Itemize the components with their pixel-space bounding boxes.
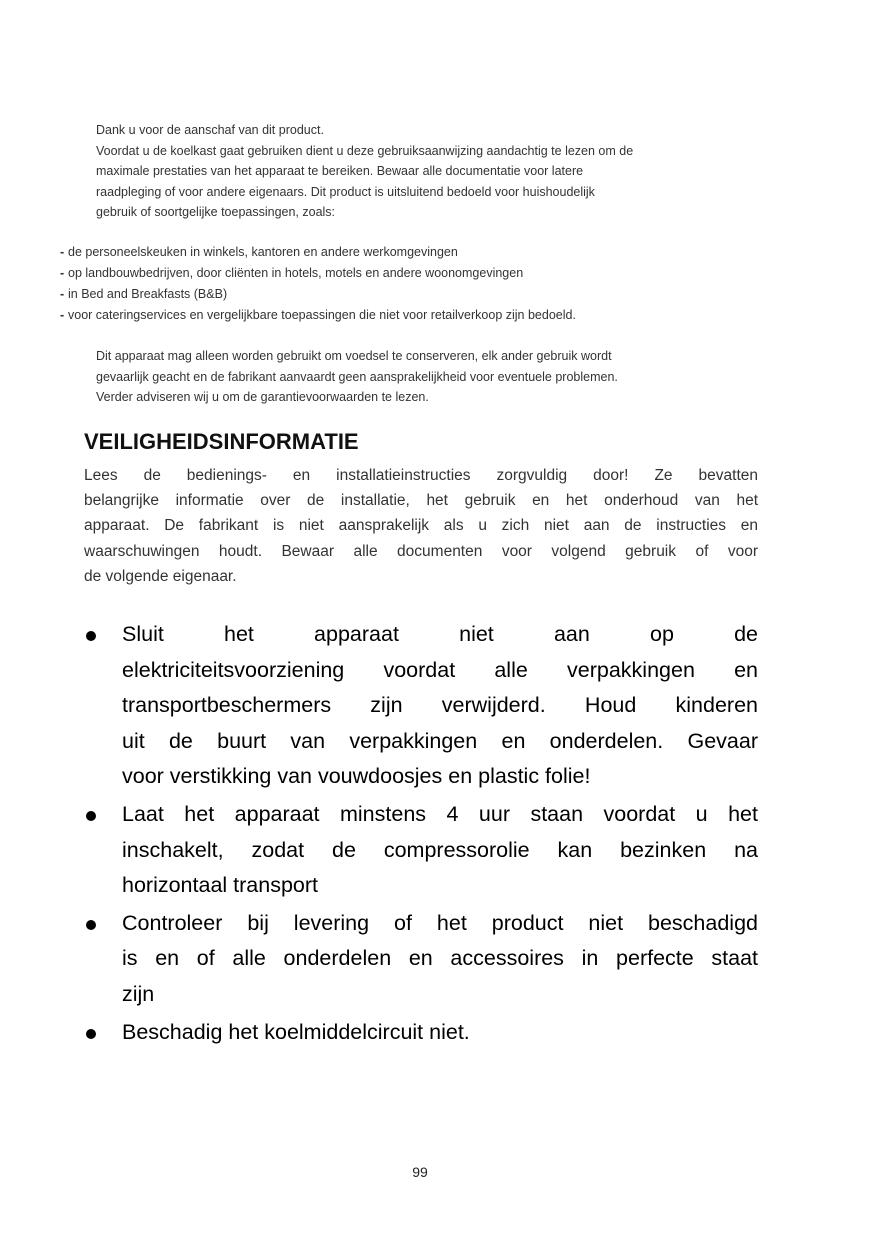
bullet-line: elektriciteitsvoorziening voordat alle verpakkingen en (122, 657, 758, 682)
bullet-line: horizontaal transport (122, 873, 318, 898)
safety-line: belangrijke informatie over de installatie, het gebruik en het onderhoud van het (84, 492, 758, 510)
list-item-text: op landbouwbedrijven, door cliënten in hotels, motels en andere woonomgevingen (68, 266, 524, 280)
list-item (60, 284, 576, 305)
intro-line: maximale prestaties van het apparaat te bereiken. Bewaar alle documentatie voor latere (96, 164, 584, 179)
usage-line: gevaarlijk geacht en de fabrikant aanvaardt geen aansprakelijkheid voor eventuele problemen. (96, 369, 618, 384)
bullet-icon (86, 1029, 96, 1039)
usage-line: Dit apparaat mag alleen worden gebruikt om voedsel te conserveren, elk ander gebruik wordt (96, 349, 612, 363)
safety-line: apparaat. De fabrikant is niet aansprakelijk als u zich niet aan de instructies en (84, 517, 758, 535)
intro-line: Dank u voor de aanschaf van dit product. (96, 123, 324, 137)
bullet-line: Sluit het apparaat niet aan op de (122, 622, 758, 646)
bullet-line: inschakelt, zodat de compressorolie kan bezinken na (122, 837, 758, 862)
intro-line: raadpleging of voor andere eigenaars. Dit product is uitsluitend bedoeld voor huishoudelijk (96, 184, 595, 199)
list-item-text: voor cateringservices en vergelijkbare toepassingen die niet voor retailverkoop zijn bedoeld. (68, 308, 576, 322)
dash-marker: - (60, 287, 65, 301)
list-item (60, 242, 576, 263)
dash-marker: - (60, 308, 65, 322)
safety-line: waarschuwingen houdt. Bewaar alle documenten voor volgend gebruik of voor (84, 542, 758, 560)
section-heading: VEILIGHEIDSINFORMATIE (84, 429, 359, 454)
bullet-line: zijn (122, 981, 155, 1006)
dash-marker: - (60, 266, 65, 280)
safety-line: de volgende eigenaar. (84, 567, 237, 585)
bullet-icon (86, 631, 96, 641)
bullet-line: voor verstikking van vouwdoosjes en plastic folie! (122, 764, 591, 789)
bullet-icon (86, 811, 96, 821)
safety-line: Lees de bedienings- en installatieinstructies zorgvuldig door! Ze bevatten (84, 467, 758, 484)
intro-paragraph (96, 120, 633, 223)
bullet-line: uit de buurt van verpakkingen en onderdelen. Gevaar (122, 728, 758, 753)
safety-paragraph (84, 463, 758, 589)
bullet-item (80, 1015, 758, 1051)
list-item (60, 263, 576, 284)
list-item-text: de personeelskeuken in winkels, kantoren en andere werkomgevingen (68, 245, 458, 259)
bullet-icon (86, 920, 96, 930)
intro-line: gebruik of soortgelijke toepassingen, zoals: (96, 205, 336, 220)
bullet-line: transportbeschermers zijn verwijderd. Houd kinderen (122, 693, 758, 718)
list-item-text: in Bed and Breakfasts (B&B) (68, 287, 228, 301)
bullet-line: Laat het apparaat minstens 4 uur staan voordat u het (122, 801, 758, 826)
list-item (60, 305, 576, 326)
bullet-item (80, 906, 758, 1013)
bullet-item (80, 797, 758, 904)
bullet-line: Controleer bij levering of het product niet beschadigd (122, 910, 758, 935)
bullet-line: Beschadig het koelmiddelcircuit niet. (122, 1019, 470, 1044)
usage-line: Verder adviseren wij u om de garantievoorwaarden te lezen. (96, 390, 429, 405)
page-number: 99 (412, 1164, 428, 1180)
uses-list (60, 242, 576, 326)
bullet-line: is en of alle onderdelen en accessoires in perfecte staat (122, 946, 758, 971)
dash-marker: - (60, 245, 65, 259)
usage-paragraph (96, 346, 618, 408)
intro-line: Voordat u de koelkast gaat gebruiken dient u deze gebruiksaanwijzing aandachtig te lezen om de (96, 143, 634, 158)
bullet-item (80, 617, 758, 795)
safety-bullets (80, 617, 758, 1052)
